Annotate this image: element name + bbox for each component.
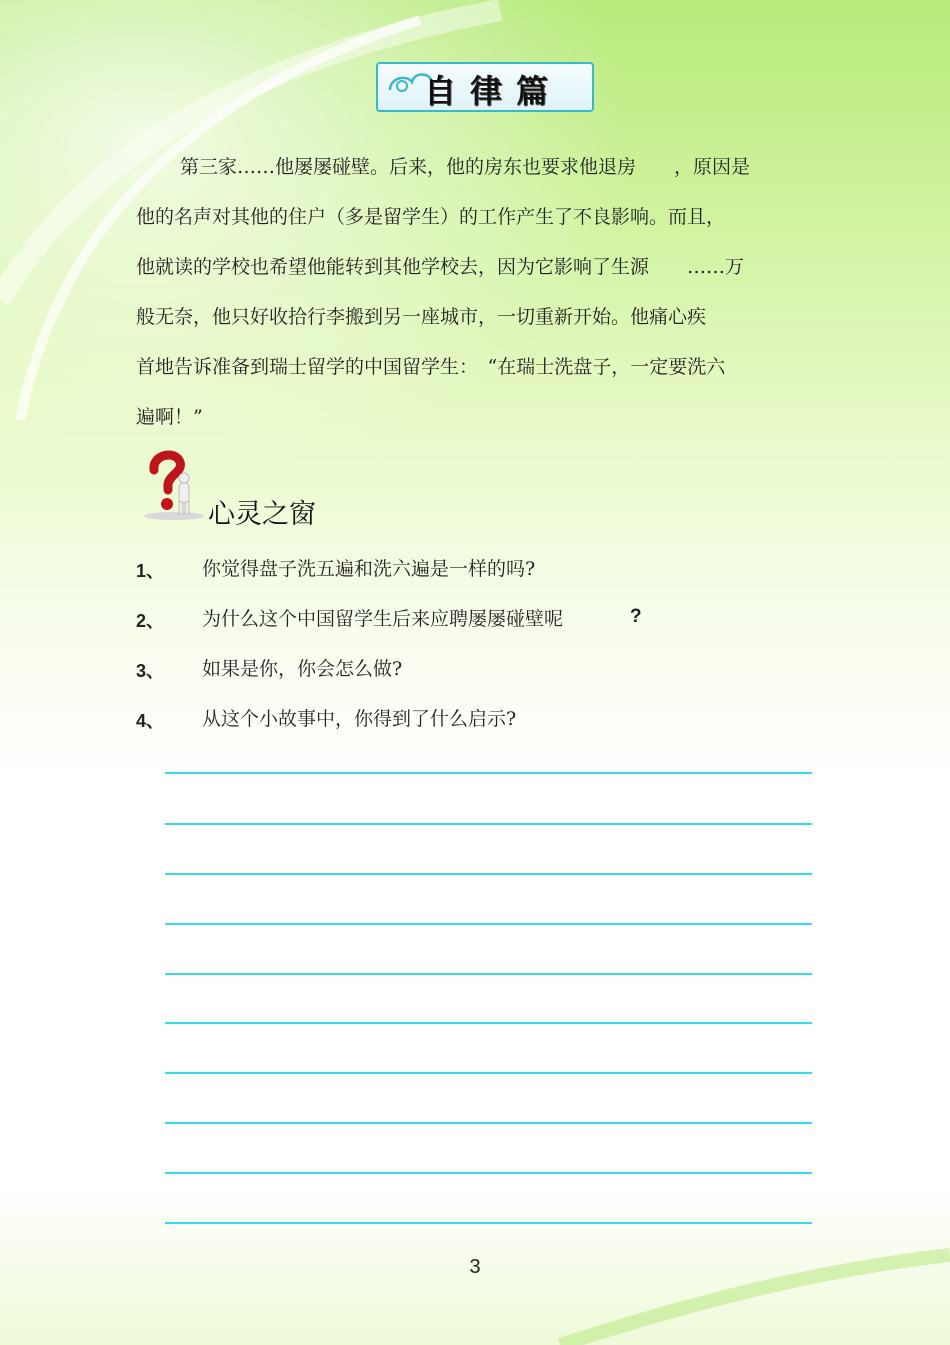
answer-line[interactable]: [165, 1222, 812, 1224]
answer-line[interactable]: [165, 873, 812, 875]
story-line: 第三家……他屡屡碰壁。后来，他的房东也要求他退房 ，原因是: [180, 156, 751, 178]
answer-line[interactable]: [165, 823, 812, 825]
question-text: 如果是你，你会怎么做?: [202, 658, 403, 680]
story-line: 般无奈，他只好收拾行李搬到另一座城市，一切重新开始。他痛心疾: [136, 306, 707, 328]
page-number: 3: [469, 1256, 481, 1278]
page-title: 自律篇: [424, 72, 563, 110]
answer-line[interactable]: [165, 1072, 812, 1074]
question-text: 为什么这个中国留学生后来应聘屡屡碰壁呢: [202, 608, 564, 630]
story-line: 他的名声对其他的住户（多是留学生）的工作产生了不良影响。而且，: [136, 206, 726, 228]
question-number: 3、: [136, 661, 165, 681]
question-mark: ?: [630, 606, 642, 627]
question-text: 从这个小故事中，你得到了什么启示?: [202, 708, 517, 730]
question-mark-figure-icon: [140, 448, 212, 522]
answer-line[interactable]: [165, 1022, 812, 1024]
question-number: 2、: [136, 611, 165, 631]
question-text: 你觉得盘子洗五遍和洗六遍是一样的吗?: [202, 558, 536, 580]
story-line: 遍啊！”: [136, 406, 203, 428]
story-line: 他就读的学校也希望他能转到其他学校去，因为它影响了生源 ……万: [136, 256, 745, 278]
answer-line[interactable]: [165, 923, 812, 925]
question-number: 4、: [136, 711, 165, 731]
answer-line[interactable]: [165, 1172, 812, 1174]
answer-line[interactable]: [165, 772, 812, 774]
section-title: 心灵之窗: [208, 499, 316, 530]
answer-line[interactable]: [165, 973, 812, 975]
answer-line[interactable]: [165, 1122, 812, 1124]
story-line: 首地告诉准备到瑞士留学的中国留学生： “在瑞士洗盘子，一定要洗六: [136, 356, 726, 378]
title-banner: [376, 62, 594, 112]
question-number: 1、: [136, 561, 165, 581]
